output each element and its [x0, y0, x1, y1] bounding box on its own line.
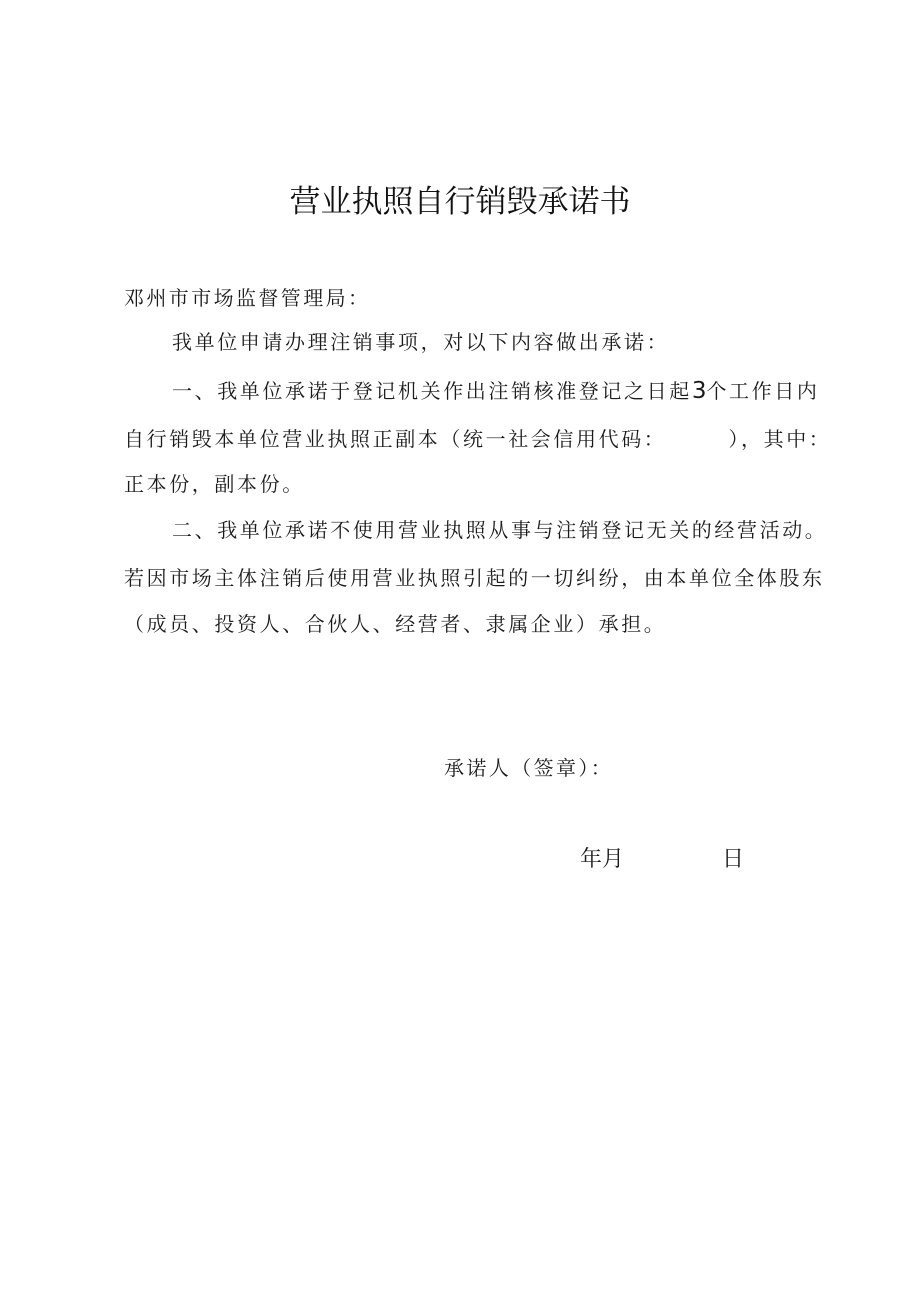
signature-label: 承诺人（签章）：: [444, 756, 614, 780]
paragraph-2-line-2: 若因市场主体注销后使用营业执照引起的一切纠纷，由本单位全体股东: [124, 566, 825, 590]
paragraph-1-line-2: [124, 423, 832, 452]
date-day: 日: [722, 847, 745, 872]
paragraph-2-line-1: 二、我单位承诺不使用营业执照从事与注销登记无关的经营活动。: [172, 518, 828, 542]
paragraph-1-line-1: [172, 375, 862, 404]
working-days-number: 3: [691, 378, 707, 404]
paragraph-2-line-3: （成员、投资人、合伙人、经营者、隶属企业）承担。: [124, 612, 667, 636]
document-title: 营业执照自行销毁承诺书: [289, 184, 631, 220]
paragraph-1-line-2-suffix: ），其中：: [728, 427, 832, 451]
paragraph-1-line-1-suffix: 个工作日内: [706, 379, 820, 403]
addressee: 邓州市市场监督管理局：: [124, 286, 371, 310]
intro-paragraph: 我单位申请办理注销事项，对以下内容做出承诺：: [172, 330, 670, 354]
date-year-month: 年月: [580, 847, 625, 872]
paragraph-1-line-1-prefix: 一、我单位承诺于登记机关作出注销核准登记之日起: [172, 379, 692, 403]
paragraph-1-line-3: 正本份，副本份。: [124, 472, 305, 496]
paragraph-1-line-2-prefix: 自行销毁本单位营业执照正副本（统一社会信用代码：: [124, 427, 667, 451]
